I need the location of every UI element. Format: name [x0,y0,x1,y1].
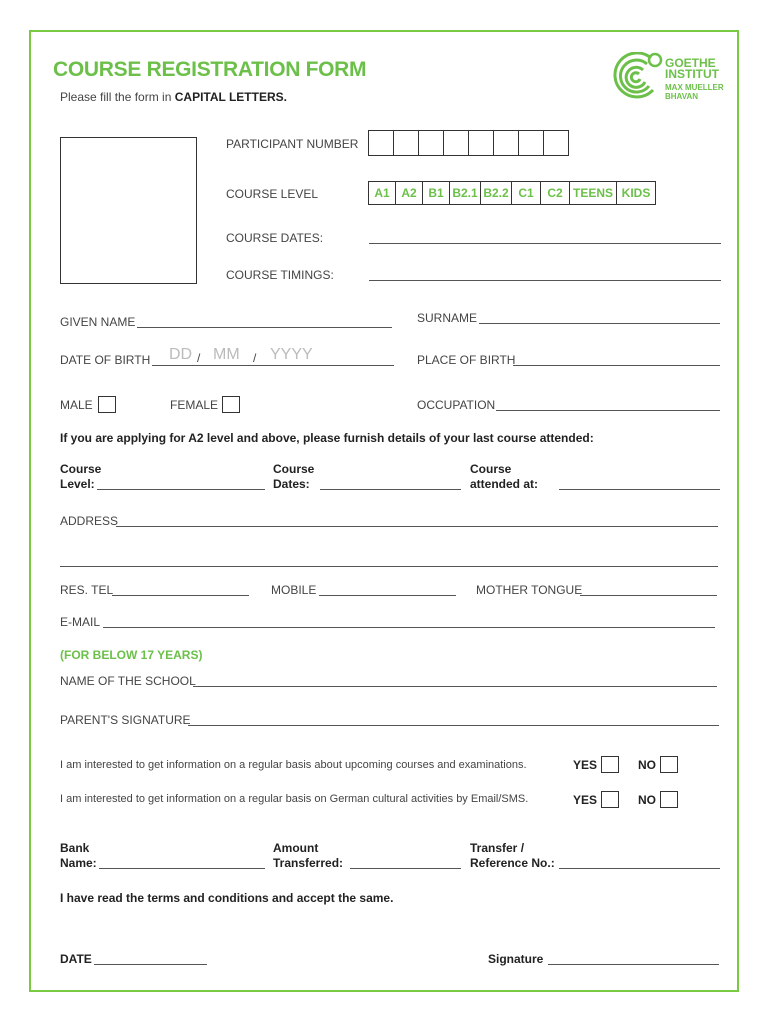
label-line: Transfer / [470,841,525,855]
given-name-label: GIVEN NAME [60,315,136,329]
level-option-b21[interactable]: B2.1 [449,181,481,205]
dob-mm-placeholder: MM [213,346,240,363]
date-label: DATE [60,952,92,966]
logo-text [665,58,724,101]
a2-notice: If you are applying for A2 level and above, please furnish details of your last course attended: [60,431,594,445]
male-label: MALE [60,398,93,412]
level-option-b22[interactable]: B2.2 [480,181,512,205]
res-tel-label: RES. TEL [60,583,114,597]
below-17-label: (FOR BELOW 17 YEARS) [60,648,203,662]
mother-tongue-label: MOTHER TONGUE [476,583,583,597]
signature-label: Signature [488,952,544,966]
label-line: attended at: [470,477,539,491]
last-course-dates-label [273,462,314,492]
participant-number-box[interactable] [518,130,544,156]
photo-box[interactable] [60,137,197,284]
email-field[interactable] [103,615,715,628]
dob-dd-placeholder: DD [169,346,193,363]
course-dates-field[interactable] [369,231,721,244]
last-course-attended-label [470,462,538,492]
level-option-kids[interactable]: KIDS [616,181,656,205]
participant-number-box[interactable] [443,130,469,156]
level-option-teens[interactable]: TEENS [569,181,617,205]
interest-culture-yes-checkbox[interactable] [601,791,619,808]
given-name-field[interactable] [137,315,392,328]
label-line: Reference No.: [470,856,555,870]
email-label: E-MAIL [60,615,101,629]
parent-signature-label: PARENT'S SIGNATURE [60,713,191,727]
level-option-c2[interactable]: C2 [540,181,570,205]
address-field-line-2[interactable] [60,554,718,567]
surname-field[interactable] [479,311,720,324]
no-label: NO [638,793,656,807]
label-line: Dates: [273,477,310,491]
parent-signature-field[interactable] [188,713,719,726]
level-option-b1[interactable]: B1 [422,181,450,205]
occupation-label: OCCUPATION [417,398,496,412]
male-checkbox[interactable] [98,396,116,413]
address-field-line-1[interactable] [116,514,718,527]
course-timings-field[interactable] [369,268,721,281]
dob-label: DATE OF BIRTH [60,353,151,367]
date-field[interactable] [94,952,207,965]
dob-separator: / [253,351,257,365]
no-label: NO [638,758,656,772]
amount-transferred-label [273,841,343,871]
yes-label: YES [573,793,598,807]
terms-statement: I have read the terms and conditions and accept the same. [60,891,394,905]
female-checkbox[interactable] [222,396,240,413]
label-line: Transferred: [273,856,344,870]
interest-courses-yes-checkbox[interactable] [601,756,619,773]
course-level-label: COURSE LEVEL [226,187,319,201]
amount-transferred-field[interactable] [350,856,461,869]
label-line: Name: [60,856,97,870]
place-of-birth-field[interactable] [513,353,720,366]
interest-culture-text: I am interested to get information on a regular basis on German cultural activities by Email/SMS. [60,793,529,805]
occupation-field[interactable] [496,398,720,411]
label-line: Amount [273,841,319,855]
label-line: Course [60,462,102,476]
bank-name-field[interactable] [99,856,265,869]
transfer-reference-label [470,841,555,871]
subtitle-text: Please fill the form in [60,90,172,104]
place-of-birth-label: PLACE OF BIRTH [417,353,516,367]
bank-name-label [60,841,97,871]
res-tel-field[interactable] [112,583,249,596]
school-name-label: NAME OF THE SCHOOL [60,674,196,688]
logo-line-2: INSTITUT [665,67,719,81]
label-line: Level: [60,477,95,491]
course-timings-label: COURSE TIMINGS: [226,268,334,282]
yes-label: YES [573,758,598,772]
last-course-level-field[interactable] [97,477,265,490]
label-line: Bank [60,841,90,855]
form-subtitle [60,90,287,104]
participant-number-label: PARTICIPANT NUMBER [226,137,359,151]
participant-number-boxes[interactable] [368,130,568,156]
course-dates-label: COURSE DATES: [226,231,324,245]
mobile-field[interactable] [319,583,456,596]
last-course-dates-field[interactable] [320,477,461,490]
course-level-options [368,181,655,205]
participant-number-box[interactable] [418,130,444,156]
label-line: Course [273,462,315,476]
participant-number-box[interactable] [468,130,494,156]
participant-number-box[interactable] [368,130,394,156]
mobile-label: MOBILE [271,583,317,597]
goethe-circle-logo-icon [607,52,663,102]
level-option-c1[interactable]: C1 [511,181,541,205]
dob-separator: / [197,351,201,365]
level-option-a2[interactable]: A2 [395,181,423,205]
female-label: FEMALE [170,398,219,412]
address-label: ADDRESS [60,514,119,528]
transfer-reference-field[interactable] [559,856,720,869]
school-name-field[interactable] [193,674,717,687]
participant-number-box[interactable] [493,130,519,156]
subtitle-bold: CAPITAL LETTERS. [174,90,287,104]
logo-line-4: BHAVAN [665,92,699,101]
interest-courses-text: I am interested to get information on a regular basis about upcoming courses and examinations. [60,759,527,771]
surname-label: SURNAME [417,311,478,325]
logo-line-3: MAX MUELLER [665,83,724,92]
form-title: COURSE REGISTRATION FORM [53,58,367,81]
level-option-a1[interactable]: A1 [368,181,396,205]
label-line: Course [470,462,512,476]
interest-courses-no-checkbox[interactable] [660,756,678,773]
mother-tongue-field[interactable] [580,583,717,596]
last-course-level-label [60,462,101,492]
participant-number-box[interactable] [393,130,419,156]
last-course-attended-field[interactable] [559,477,720,490]
logo-line-1: GOETHE [665,56,716,70]
signature-field[interactable] [548,952,719,965]
goethe-logo [607,52,727,110]
interest-culture-no-checkbox[interactable] [660,791,678,808]
participant-number-box[interactable] [543,130,569,156]
dob-yyyy-placeholder: YYYY [270,346,313,363]
